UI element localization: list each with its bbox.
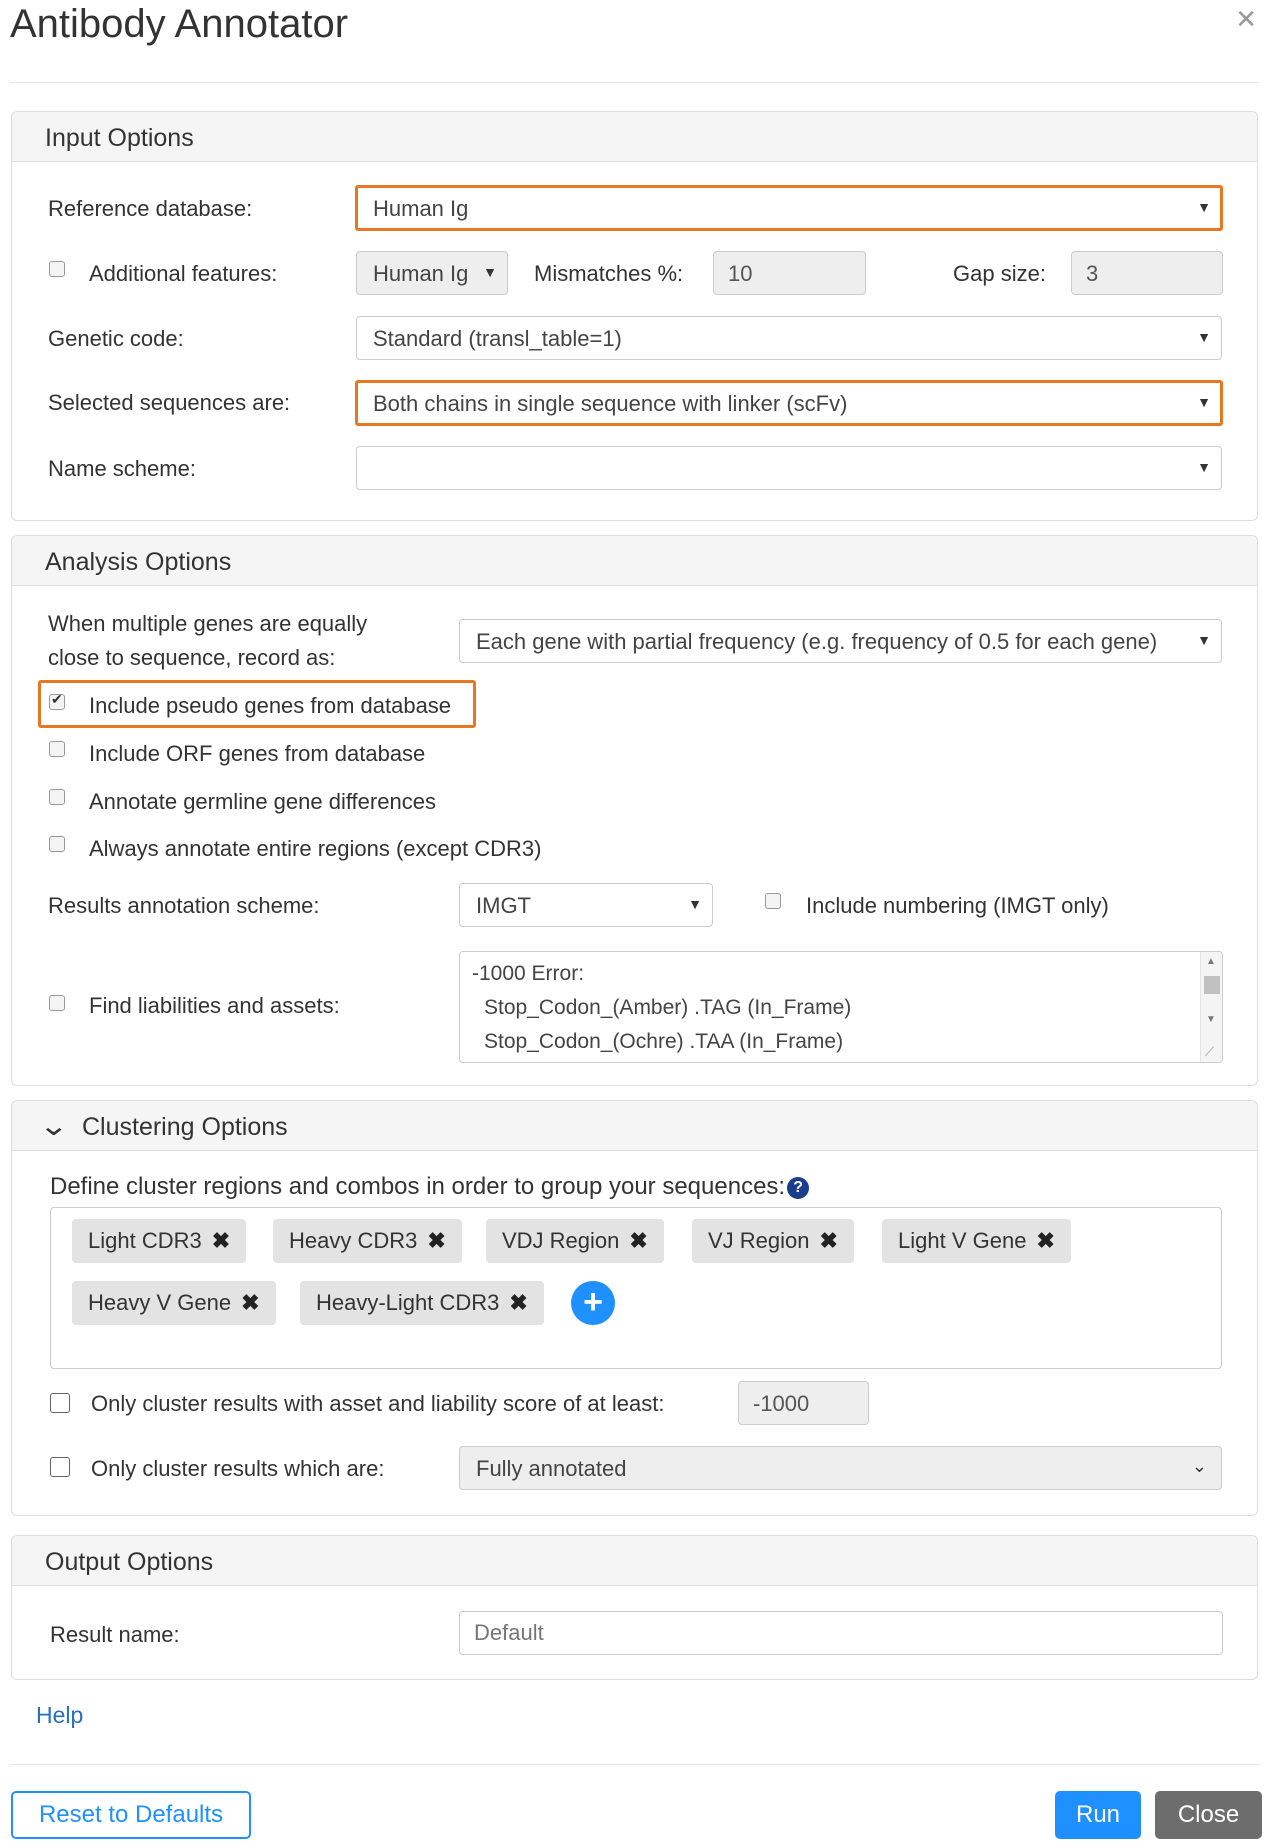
name-scheme-select[interactable]: [356, 446, 1222, 490]
analysis-options-title: Analysis Options: [45, 548, 232, 576]
remove-tag-icon[interactable]: ✖: [211, 1228, 231, 1253]
liabilities-textarea[interactable]: [459, 951, 1223, 1063]
clustering-options-header[interactable]: [12, 1101, 1257, 1151]
multiple-genes-label-line2: close to sequence, record as:: [48, 645, 336, 670]
cluster-tag-label: VDJ Region: [502, 1228, 620, 1253]
genetic-code-select[interactable]: [356, 316, 1222, 360]
caret-down-icon: ▼: [1197, 329, 1211, 345]
chevron-down-icon[interactable]: ⌄: [38, 1110, 69, 1141]
score-filter-input[interactable]: -1000: [738, 1381, 869, 1425]
selected-sequences-value: Both chains in single sequence with linker (scFv): [373, 391, 848, 416]
help-icon[interactable]: ?: [787, 1177, 809, 1199]
cluster-tag: [72, 1219, 246, 1263]
mismatches-input[interactable]: 10: [713, 251, 866, 295]
additional-features-label: Additional features:: [89, 261, 278, 286]
which-filter-label: Only cluster results which are:: [91, 1456, 385, 1481]
analysis-options-header: [12, 536, 1257, 586]
scroll-up-icon[interactable]: ▲: [1206, 956, 1216, 967]
caret-down-icon: ▼: [1197, 459, 1211, 475]
score-filter-checkbox[interactable]: [50, 1393, 70, 1413]
input-options-title: Input Options: [45, 124, 194, 152]
chevron-down-icon: ⌄: [1191, 1456, 1207, 1476]
liabilities-label: Find liabilities and assets:: [89, 993, 340, 1018]
results-scheme-select[interactable]: [459, 883, 713, 927]
remove-tag-icon[interactable]: ✖: [819, 1228, 838, 1253]
multiple-genes-select[interactable]: [459, 619, 1222, 663]
cluster-tag-label: Heavy V Gene: [88, 1290, 232, 1315]
remove-tag-icon[interactable]: ✖: [427, 1228, 446, 1253]
germline-diff-checkbox[interactable]: [49, 789, 65, 805]
help-link[interactable]: Help: [36, 1702, 84, 1728]
additional-features-value: Human Ig: [373, 261, 469, 286]
liabilities-line: -1000 Error:: [472, 962, 585, 985]
reset-defaults-button[interactable]: Reset to Defaults: [11, 1791, 251, 1839]
output-options-panel: [11, 1535, 1258, 1680]
add-cluster-button[interactable]: +: [571, 1281, 615, 1325]
caret-down-icon: ▼: [1197, 394, 1211, 410]
resize-grip-icon[interactable]: ⟋: [1205, 1044, 1215, 1059]
textarea-scrollbar[interactable]: [1200, 952, 1222, 1062]
genetic-code-value: Standard (transl_table=1): [373, 326, 622, 351]
selected-sequences-select[interactable]: [356, 381, 1222, 425]
reference-database-value: Human Ig: [373, 196, 469, 221]
results-scheme-value: IMGT: [476, 893, 531, 918]
cluster-tag-label: Heavy-Light CDR3: [316, 1290, 500, 1315]
orf-genes-label: Include ORF genes from database: [89, 741, 426, 766]
output-options-title: Output Options: [45, 1548, 214, 1576]
result-name-label: Result name:: [50, 1622, 180, 1647]
header-divider: [10, 82, 1259, 83]
which-filter-select[interactable]: [459, 1446, 1222, 1490]
germline-diff-label: Annotate germline gene differences: [89, 789, 436, 814]
output-options-header: [12, 1536, 1257, 1586]
footer-divider: [10, 1764, 1259, 1765]
cluster-tag-label: Light CDR3: [88, 1228, 202, 1253]
caret-down-icon: ▼: [1191, 632, 1211, 648]
caret-down-icon: ▼: [1197, 199, 1211, 215]
cluster-tag-label: Heavy CDR3: [289, 1228, 418, 1253]
scroll-thumb[interactable]: [1204, 976, 1220, 994]
include-numbering-label: Include numbering (IMGT only): [806, 893, 1109, 918]
results-scheme-label: Results annotation scheme:: [48, 893, 320, 918]
orf-genes-checkbox[interactable]: [49, 741, 65, 757]
define-clusters-text: Define cluster regions and combos in order to group your sequences:: [50, 1173, 786, 1200]
remove-tag-icon[interactable]: ✖: [241, 1290, 260, 1315]
selected-sequences-label: Selected sequences are:: [48, 390, 291, 415]
multiple-genes-value: Each gene with partial frequency (e.g. frequency of 0.5 for each gene): [476, 629, 1158, 654]
define-clusters-label: [50, 1173, 809, 1201]
multiple-genes-label-line1: When multiple genes are equally: [48, 611, 368, 636]
name-scheme-label: Name scheme:: [48, 456, 196, 481]
additional-features-select[interactable]: [356, 251, 508, 295]
pseudo-genes-label: Include pseudo genes from database: [89, 693, 452, 718]
entire-regions-checkbox[interactable]: [49, 836, 65, 852]
which-filter-checkbox[interactable]: [50, 1457, 70, 1477]
cluster-tag-label: Light V Gene: [898, 1228, 1027, 1253]
liabilities-checkbox[interactable]: [49, 995, 65, 1011]
cluster-tag: [692, 1219, 854, 1263]
remove-tag-icon[interactable]: ✖: [509, 1290, 528, 1315]
cluster-tag: [486, 1219, 664, 1263]
cluster-tag-label: VJ Region: [708, 1228, 810, 1253]
close-icon[interactable]: ✕: [1235, 4, 1257, 34]
input-options-header: [12, 112, 1257, 162]
cluster-tag: [273, 1219, 462, 1263]
remove-tag-icon[interactable]: ✖: [629, 1228, 648, 1253]
cluster-tag: [882, 1219, 1071, 1263]
include-numbering-checkbox[interactable]: [765, 893, 781, 909]
gap-size-label: Gap size:: [953, 261, 1046, 286]
gap-size-input[interactable]: 3: [1071, 251, 1223, 295]
result-name-input[interactable]: [459, 1611, 1223, 1655]
caret-down-icon: ▼: [479, 264, 497, 280]
cluster-tag: [300, 1281, 544, 1325]
clustering-options-title: Clustering Options: [82, 1113, 288, 1141]
pseudo-genes-checkbox[interactable]: [49, 694, 65, 710]
reference-database-select[interactable]: [356, 186, 1222, 230]
remove-tag-icon[interactable]: ✖: [1036, 1228, 1055, 1253]
entire-regions-label: Always annotate entire regions (except CDR3): [89, 836, 542, 861]
caret-down-icon: ▼: [688, 896, 702, 912]
reference-database-label: Reference database:: [48, 196, 253, 221]
cluster-tag: [72, 1281, 276, 1325]
liabilities-line: Stop_Codon_(Ochre) .TAA (In_Frame): [484, 1030, 844, 1053]
score-filter-label: Only cluster results with asset and liability score of at least:: [91, 1391, 665, 1416]
mismatches-label: Mismatches %:: [534, 261, 684, 286]
which-filter-value: Fully annotated: [476, 1456, 627, 1481]
liabilities-line: Stop_Codon_(Amber) .TAG (In_Frame): [484, 996, 852, 1019]
close-button[interactable]: Close: [1155, 1791, 1262, 1839]
genetic-code-label: Genetic code:: [48, 326, 184, 351]
dialog-title: Antibody Annotator: [10, 2, 349, 46]
scroll-down-icon[interactable]: ▼: [1206, 1014, 1216, 1025]
additional-features-checkbox[interactable]: [49, 261, 65, 277]
run-button[interactable]: Run: [1055, 1791, 1141, 1839]
